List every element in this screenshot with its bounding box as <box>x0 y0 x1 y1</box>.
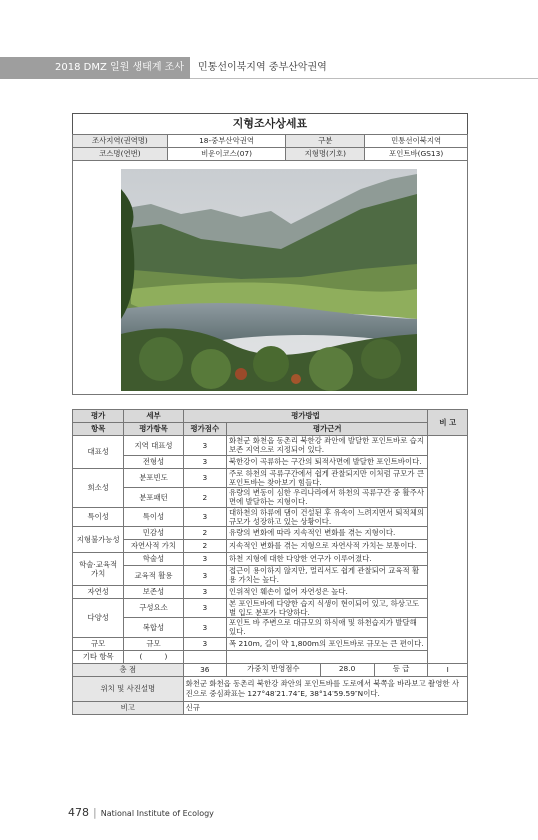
total-weighted-cell <box>227 663 428 676</box>
eval-category: 대표성 <box>73 436 124 469</box>
header-region-label: 민통선이북지역 중부산악권역 <box>198 62 327 73</box>
col-header-basis: 평가근거 <box>227 423 428 436</box>
eval-row <box>73 468 468 488</box>
total-row <box>73 663 468 676</box>
eval-category: 특이성 <box>73 507 124 527</box>
location-row <box>73 676 468 701</box>
eval-category: 자연성 <box>73 585 124 598</box>
sheet-title: 지형조사상세표 <box>72 113 468 134</box>
info-value: 민통선이북지역 <box>365 135 468 148</box>
eval-score: 3 <box>183 566 226 586</box>
eval-subitem: 지역 대표성 <box>124 436 183 456</box>
eval-basis: 북한강이 곡류하는 구간의 퇴적사면에 발달한 포인트바이다. <box>227 455 428 468</box>
eval-score: 2 <box>183 540 226 553</box>
col-header-item: 평가 <box>73 410 124 423</box>
eval-score: 3 <box>183 598 226 618</box>
eval-subitem: 규모 <box>124 637 183 650</box>
info-row <box>73 148 468 161</box>
eval-row <box>73 527 468 540</box>
total-label: 총 점 <box>73 663 184 676</box>
eval-subitem: 복합성 <box>124 618 183 638</box>
col-header-sub: 세부 <box>124 410 183 423</box>
info-value: 18-중부산악권역 <box>167 135 286 148</box>
eval-category: 희소성 <box>73 468 124 507</box>
eval-basis: 본 포인트바에 다양한 습지 식생이 현이되어 있고, 하상고도별 입도 분포가 다양하다. <box>227 598 428 618</box>
eval-subitem: 자연사적 가치 <box>124 540 183 553</box>
eval-basis: 폭 210m, 길이 약 1,800m의 포인트바로 규모는 큰 편이다. <box>227 637 428 650</box>
eval-category: 규모 <box>73 637 124 650</box>
eval-category: 학술·교육적 가치 <box>73 553 124 586</box>
eval-category: 지형불가능성 <box>73 527 124 553</box>
eval-basis: 접근이 용이하지 않지만, 멀리서도 쉽게 관찰되어 교육적 활용 가치는 높다. <box>227 566 428 586</box>
location-label: 위치 및 사진설명 <box>73 676 184 701</box>
eval-row <box>73 540 468 553</box>
eval-remark <box>428 436 468 664</box>
eval-score: 3 <box>183 507 226 527</box>
footer-separator: | <box>93 806 97 819</box>
eval-score: 3 <box>183 585 226 598</box>
eval-basis: 포인트 바 주변으로 대규모의 하식애 및 하천습지가 발달해 있다. <box>227 618 428 638</box>
weighted-label: 가중치 반영점수 <box>227 664 321 676</box>
eval-row <box>73 436 468 456</box>
eval-header-row <box>73 410 468 423</box>
col-header-sub-2: 평가항목 <box>124 423 183 436</box>
eval-basis: 인위적인 훼손이 없어 자연성은 높다. <box>227 585 428 598</box>
eval-subitem: 교육적 활용 <box>124 566 183 586</box>
eval-score <box>183 650 226 663</box>
eval-category: 다양성 <box>73 598 124 637</box>
eval-row <box>73 553 468 566</box>
eval-score: 2 <box>183 488 226 508</box>
eval-subitem: 보존성 <box>124 585 183 598</box>
landscape-photo <box>121 169 417 391</box>
eval-basis: 유량의 변동이 심한 우리나라에서 하천의 곡류구간 중 활주사면에 발달하는 지형이다. <box>227 488 428 508</box>
eval-row <box>73 585 468 598</box>
col-header-score: 평가점수 <box>183 423 226 436</box>
grade-label: 등 급 <box>392 663 410 673</box>
eval-category: 기타 항목 <box>73 650 124 663</box>
page-number: 478 <box>68 806 89 819</box>
eval-row <box>73 637 468 650</box>
eval-score: 3 <box>183 455 226 468</box>
header-rule <box>190 78 538 79</box>
eval-score: 3 <box>183 637 226 650</box>
info-label: 지형명(기호) <box>286 148 365 161</box>
note-row <box>73 701 468 714</box>
info-label: 코스명(연번) <box>73 148 168 161</box>
eval-row <box>73 455 468 468</box>
eval-subitem: 특이성 <box>124 507 183 527</box>
info-label: 조사지역(권역명) <box>73 135 168 148</box>
eval-row <box>73 507 468 527</box>
eval-basis <box>227 650 428 663</box>
eval-basis: 유량의 변화에 따라 지속적인 변화를 겪는 지형이다. <box>227 527 428 540</box>
weighted-score: 28.0 <box>321 664 375 676</box>
survey-sheet <box>72 113 468 715</box>
eval-row <box>73 566 468 586</box>
eval-subitem: 분포빈도 <box>124 468 183 488</box>
eval-basis: 화천군 화천읍 동촌리 북한강 좌안에 발달한 포인트바로 습지보존 지역으로 지정되어 있다. <box>227 436 428 456</box>
eval-subitem: ( ) <box>124 650 183 663</box>
info-label: 구분 <box>286 135 365 148</box>
footer-org: National Institute of Ecology <box>100 809 214 818</box>
grade-value: I <box>428 663 468 676</box>
eval-subitem: 구성요소 <box>124 598 183 618</box>
page-footer <box>68 806 214 819</box>
eval-score: 3 <box>183 468 226 488</box>
eval-subitem: 학술성 <box>124 553 183 566</box>
location-text: 화천군 화천읍 동촌리 북한강 좌안의 포인트바를 도로에서 북쪽을 바라보고 촬영한 사진으로 중심좌표는 127°48′21.74″E, 38°14′59.59″N이다. <box>183 676 467 701</box>
info-value: 비운이코스(07) <box>167 148 286 161</box>
header-section-label: 2018 DMZ 일원 생태계 조사 <box>0 57 190 79</box>
info-table <box>72 134 468 161</box>
total-score: 36 <box>183 663 226 676</box>
eval-score: 2 <box>183 527 226 540</box>
eval-row <box>73 618 468 638</box>
note-label: 비고 <box>73 701 184 714</box>
eval-subitem: 민감성 <box>124 527 183 540</box>
eval-row <box>73 650 468 663</box>
note-text: 신규 <box>183 701 467 714</box>
col-header-method: 평가방법 <box>183 410 428 423</box>
col-header-remark: 비 고 <box>428 410 468 436</box>
info-row <box>73 135 468 148</box>
col-header-item-2: 항목 <box>73 423 124 436</box>
eval-basis: 하천 지형에 대한 다양한 연구가 이루어졌다. <box>227 553 428 566</box>
eval-score: 3 <box>183 436 226 456</box>
info-value: 포인트바(GS13) <box>365 148 468 161</box>
eval-score: 3 <box>183 618 226 638</box>
eval-subitem: 전형성 <box>124 455 183 468</box>
photo-cell <box>72 161 468 395</box>
eval-subitem: 분포패턴 <box>124 488 183 508</box>
eval-basis: 지속적인 변화를 겪는 지형으로 자연사적 가치는 보통이다. <box>227 540 428 553</box>
eval-basis: 주로 하천의 곡류구간에서 쉽게 관찰되지만 이처럼 규모가 큰 포인트바는 찾아보기 힘들다. <box>227 468 428 488</box>
eval-basis: 대하천의 하류에 댐이 건설된 후 유속이 느려지면서 퇴적체의 규모가 성장하고 있는 상황이다. <box>227 507 428 527</box>
eval-row <box>73 488 468 508</box>
evaluation-table <box>72 409 468 715</box>
eval-score: 3 <box>183 553 226 566</box>
eval-header-row <box>73 423 468 436</box>
eval-row <box>73 598 468 618</box>
